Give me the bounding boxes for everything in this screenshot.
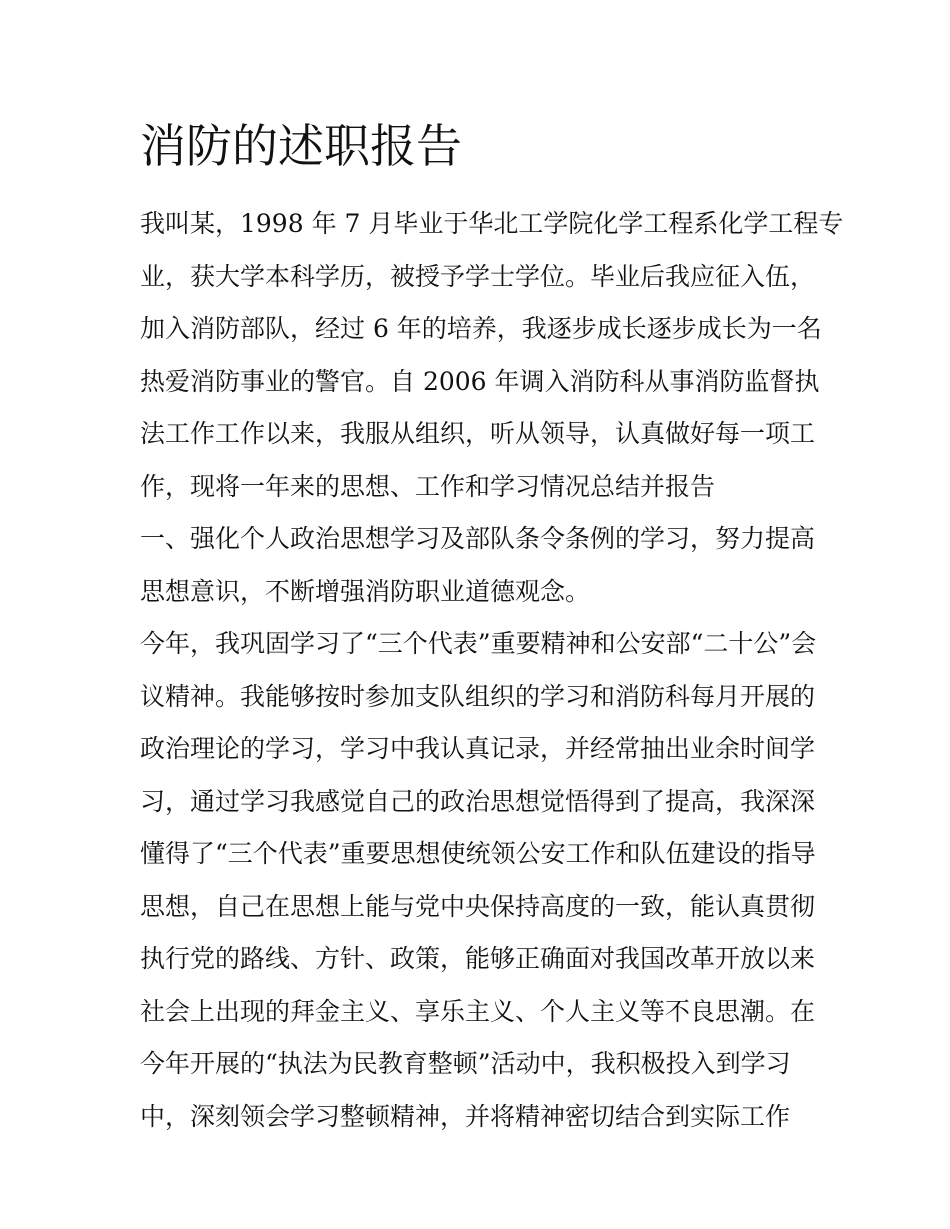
body-line: 我叫某，1998 年 7 月毕业于华北工学院化学工程系化学工程专 xyxy=(140,209,844,238)
section-heading-line: 一、强化个人政治思想学习及部队条令条例的学习，努力提高 xyxy=(140,524,816,553)
body-line: 议精神。我能够按时参加支队组织的学习和消防科每月开展的 xyxy=(140,681,816,711)
body-line: 热爱消防事业的警官。自 2006 年调入消防科从事消防监督执 xyxy=(140,366,820,396)
body-line: 作，现将一年来的思想、工作和学习情况总结并报告 xyxy=(140,471,716,501)
body-line: 今年，我巩固学习了“三个代表”重要精神和公安部“二十公”会 xyxy=(140,629,817,658)
body-line: 中，深刻领会学习整顿精神，并将精神密切结合到实际工作 xyxy=(140,1101,791,1131)
document-body xyxy=(140,198,844,1143)
body-line: 社会上出现的拜金主义、享乐主义、个人主义等不良思潮。在 xyxy=(140,996,816,1026)
body-line: 加入消防部队，经过 6 年的培养，我逐步成长逐步成长为一名 xyxy=(140,314,822,343)
document-title: 消防的述职报告 xyxy=(140,119,462,173)
body-line: 法工作工作以来，我服从组织，听从领导，认真做好每一项工 xyxy=(140,419,816,448)
body-line: 懂得了“三个代表”重要思想使统领公安工作和队伍建设的指导 xyxy=(140,839,816,868)
section-heading-line: 思想意识，不断增强消防职业道德观念。 xyxy=(140,576,591,606)
body-line: 今年开展的“执法为民教育整顿”活动中，我积极投入到学习 xyxy=(140,1049,791,1078)
body-line: 政治理论的学习，学习中我认真记录，并经常抽出业余时间学 xyxy=(140,734,816,763)
body-line: 习，通过学习我感觉自己的政治思想觉悟得到了提高，我深深 xyxy=(140,786,816,816)
body-line: 业，获大学本科学历，被授予学士学位。毕业后我应征入伍， xyxy=(140,261,816,291)
body-line: 思想，自己在思想上能与党中央保持高度的一致，能认真贯彻 xyxy=(140,891,816,921)
body-line: 执行党的路线、方针、政策，能够正确面对我国改革开放以来 xyxy=(140,944,816,973)
